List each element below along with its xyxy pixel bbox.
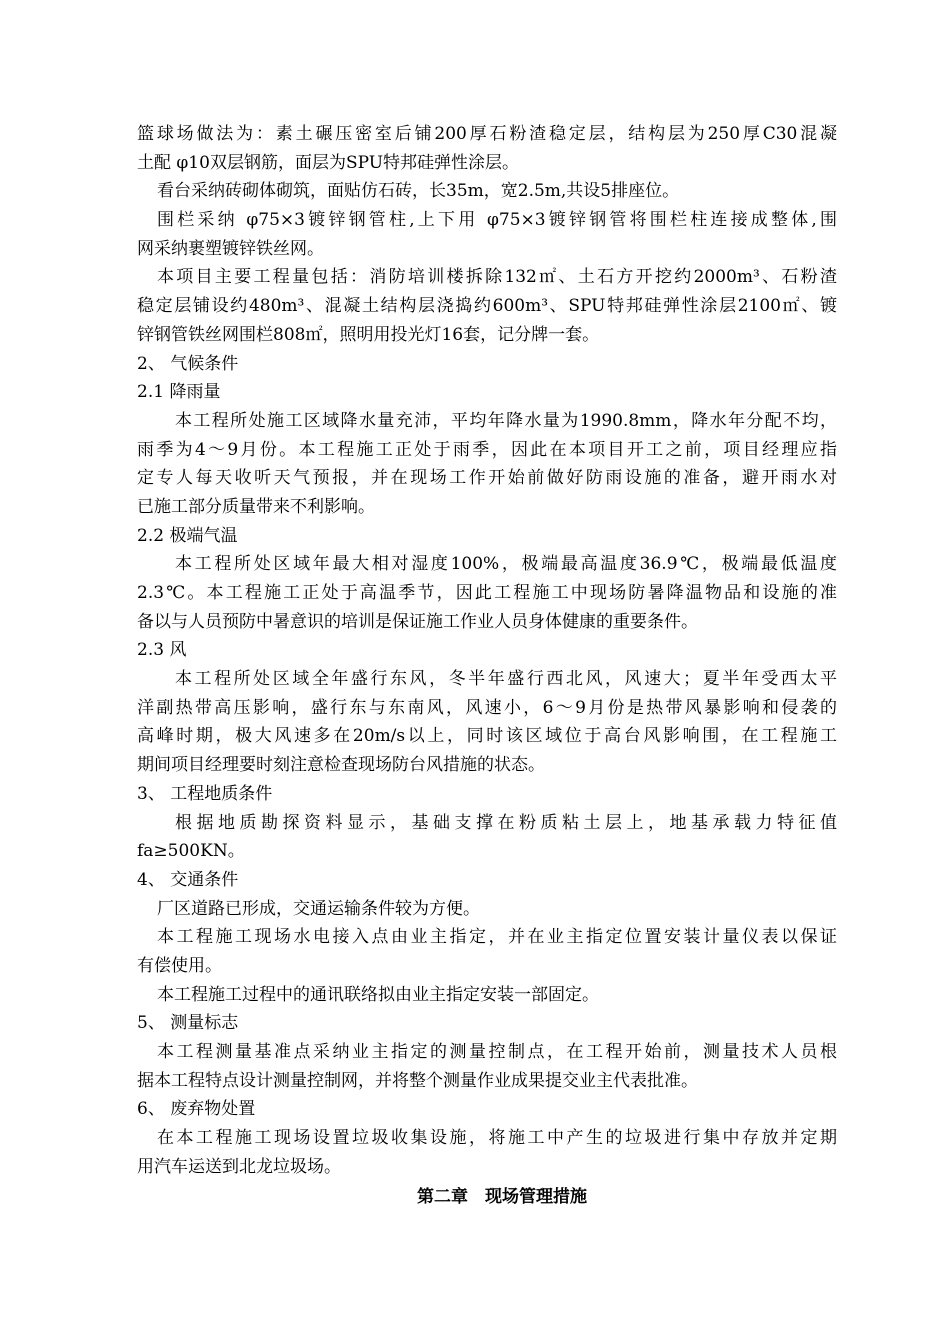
paragraph-line: 高峰时期，极大风速多在20m/s以上，同时该区域位于高台风影响围，在工程施工 <box>137 726 837 747</box>
chapter-title: 第二章 现场管理措施 <box>417 1187 587 1208</box>
section-heading: 6、 废弃物处置 <box>137 1099 256 1120</box>
paragraph-line: 据本工程特点设计测量控制网，并将整个测量作业成果提交业主代表批准。 <box>137 1070 698 1091</box>
paragraph-line: 本工程测量基准点采纳业主指定的测量控制点，在工程开始前，测量技术人员根 <box>157 1042 837 1062</box>
paragraph-line: 本工程施工现场水电接入点由业主指定，并在业主指定位置安装计量仪表以保证 <box>157 927 837 948</box>
paragraph-line: 稳定层铺设约480m³、混凝土结构层浇捣约600m³、SPU特邦硅弹性涂层2100㎡、镀 <box>137 296 837 317</box>
paragraph-line: 2.3℃。本工程施工正处于高温季节，因此工程施工中现场防暑降温物品和设施的准 <box>137 583 837 603</box>
document-page <box>137 120 837 1212</box>
paragraph-line: 看台采纳砖砌体砌筑，面贴仿石砖，长35m，宽2.5m,共设5排座位。 <box>157 181 680 202</box>
paragraph-line: 土配 φ10双层钢筋，面层为SPU特邦硅弹性涂层。 <box>137 152 520 173</box>
section-heading: 3、 工程地质条件 <box>137 783 273 804</box>
paragraph-line: 围栏采纳 φ75×3镀锌钢管柱,上下用 φ75×3镀锌钢管将围栏柱连接成整体,围 <box>157 210 837 231</box>
paragraph-line: 洋副热带高压影响，盛行东与东南风，风速小，6～9月份是热带风暴影响和侵袭的 <box>137 697 837 718</box>
subsection-heading: 2.3 风 <box>137 640 187 661</box>
paragraph-line: 在本工程施工现场设置垃圾收集设施，将施工中产生的垃圾进行集中存放并定期 <box>157 1128 837 1149</box>
section-heading: 4、 交通条件 <box>137 869 239 890</box>
paragraph-line: 定专人每天收听天气预报，并在现场工作开始前做好防雨设施的准备，避开雨水对 <box>137 468 837 489</box>
paragraph-line: 篮球场做法为：素土碾压密室后铺200厚石粉渣稳定层，结构层为250厚C30混凝 <box>137 124 837 144</box>
paragraph-line: 锌钢管铁丝网围栏808㎡，照明用投光灯16套，记分牌一套。 <box>137 324 600 345</box>
paragraph-line: 本工程所处区域全年盛行东风，冬半年盛行西北风，风速大；夏半年受西太平 <box>175 669 837 690</box>
paragraph-line: 本项目主要工程量包括：消防培训楼拆除132㎡、土石方开挖约2000m³、石粉渣 <box>157 267 837 288</box>
paragraph-line: 有偿使用。 <box>137 955 222 976</box>
paragraph-line: 期间项目经理要时刻注意检查现场防台风措施的状态。 <box>137 755 545 776</box>
paragraph-line: 根据地质勘探资料显示，基础支撑在粉质粘土层上，地基承载力特征值 <box>175 812 837 833</box>
subsection-heading: 2.2 极端气温 <box>137 525 238 546</box>
paragraph-line: 用汽车运送到北龙垃圾场。 <box>137 1156 341 1177</box>
section-heading: 2、 气候条件 <box>137 353 239 374</box>
paragraph-line: 本工程所处施工区域降水量充沛，平均年降水量为1990.8mm，降水年分配不均， <box>175 410 837 431</box>
paragraph-line: 雨季为4～9月份。本工程施工正处于雨季，因此在本项目开工之前，项目经理应指 <box>137 439 837 460</box>
paragraph-line: 本工程施工过程中的通讯联络拟由业主指定安装一部固定。 <box>157 984 599 1005</box>
paragraph-line: 网采纳裹塑镀锌铁丝网。 <box>137 238 324 259</box>
paragraph-line: 本工程所处区域年最大相对湿度100%，极端最高温度36.9℃，极端最低温度 <box>175 554 837 575</box>
paragraph-line: 备以与人员预防中暑意识的培训是保证施工作业人员身体健康的重要条件。 <box>137 611 698 632</box>
paragraph-line: fa≥500KN。 <box>137 841 245 862</box>
subsection-heading: 2.1 降雨量 <box>137 382 221 403</box>
section-heading: 5、 测量标志 <box>137 1013 239 1034</box>
paragraph-line: 已施工部分质量带来不利影响。 <box>137 496 375 517</box>
paragraph-line: 厂区道路已形成，交通运输条件较为方便。 <box>157 898 480 919</box>
